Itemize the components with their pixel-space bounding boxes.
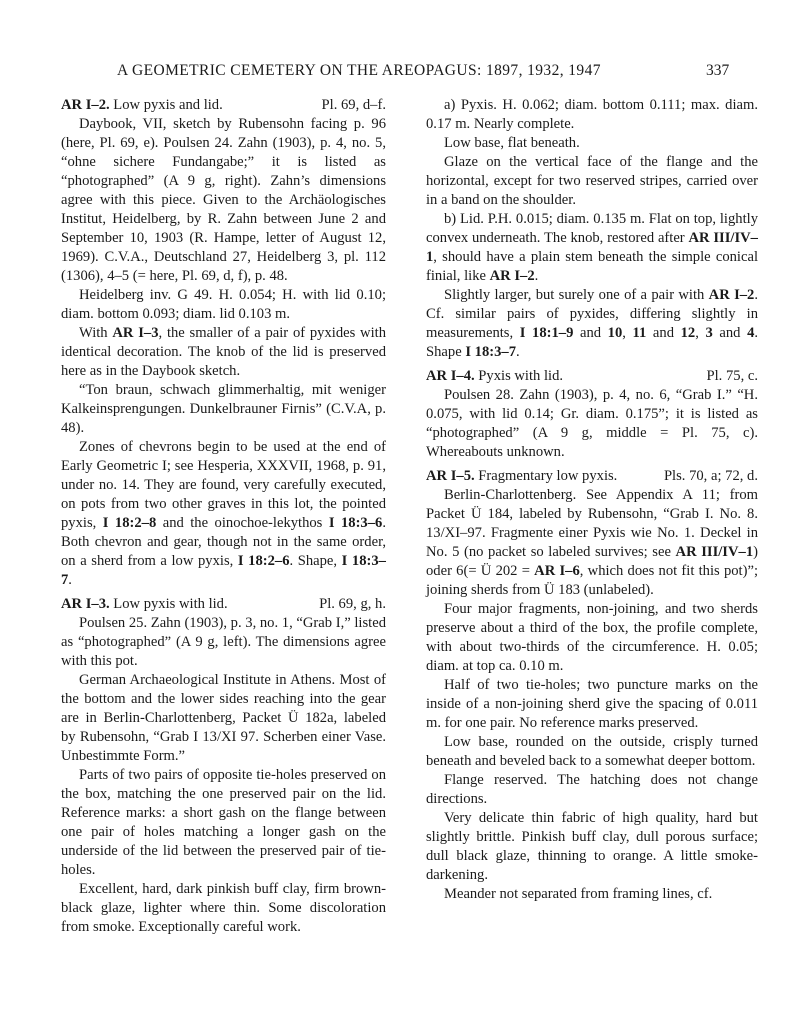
cross-reference: AR I–3 [112, 325, 159, 341]
paragraph: Very delicate thin fabric of high quality, hard but slightly brittle. Pinkish buff clay, dull porous surface; dull black glaze, thinning to orange. A little smoke-darkening. [426, 810, 758, 883]
paragraph [426, 210, 758, 286]
catalog-id: AR I–3. [61, 596, 110, 612]
paragraph [426, 286, 758, 362]
paragraph: Poulsen 25. Zahn (1903), p. 3, no. 1, “Grab I,” listed as “photographed” (A 9 g, left). The dimensions agree with this pot. [61, 615, 386, 669]
cross-reference: 12 [680, 325, 696, 341]
cross-reference: 11 [632, 325, 647, 341]
entry-title: Low pyxis and lid. [109, 97, 223, 113]
cross-reference: AR I–6 [534, 563, 580, 579]
text-run: . [534, 268, 539, 284]
paragraph [426, 486, 758, 600]
right-column [426, 96, 758, 904]
paragraph: Parts of two pairs of opposite tie-holes preserved on the box, matching the one preserved pair on the lid. Reference marks: a short gash on the flange between one pair of holes matching a longer gash on the underside of the lid between the preserved pair of tie-holes. [61, 767, 386, 878]
text-run: , [695, 325, 706, 341]
paragraph: Half of two tie-holes; two puncture marks on the inside of a non-joining sherd give the spacing of 0.011 m. for one pair. No reference marks preserved. [426, 677, 758, 731]
paragraph: Flange reserved. The hatching does not change directions. [426, 772, 758, 807]
cross-reference: I 18:3–7 [465, 344, 517, 360]
cross-reference: 3 [705, 325, 713, 341]
paragraph: Meander not separated from framing lines, cf. [444, 886, 713, 902]
cross-reference: I 18:3–7 [61, 553, 386, 588]
text-run: With [79, 325, 113, 341]
paragraph: Poulsen 28. Zahn (1903), p. 4, no. 6, “Grab I.” “H. 0.075, with lid 0.14; Gr. diam. 0.175”; it is listed as “photographed” (A 9 g, middle = Pl. 75, c). Whereabouts unknown. [426, 387, 758, 460]
text-run: and [712, 325, 748, 341]
text-run: . Shape [426, 325, 759, 360]
text-run: . [516, 344, 520, 360]
entry-heading-ar-i-2 [61, 96, 386, 115]
cross-reference: I 18:3–6 [328, 515, 383, 531]
paragraph: Heidelberg inv. G 49. H. 0.054; H. with lid 0.10; diam. bottom 0.093; diam. lid 0.103 m. [61, 287, 386, 322]
paragraph: “Ton braun, schwach glimmerhaltig, mit weniger Kalkeinsprengungen. Dunkelbrauner Firnis” (C.V.A, p. 48). [61, 382, 386, 436]
plate-reference: Pl. 69, d–f. [321, 97, 386, 113]
running-header [0, 62, 792, 84]
paragraph: Low base, flat beneath. [444, 135, 580, 151]
text-run: . Cf. similar pairs of pyxides, differing slightly in measurements, [426, 287, 759, 341]
catalog-id: AR I–2. [61, 97, 110, 113]
cross-reference: AR I–2 [489, 268, 535, 284]
text-run: b) Lid. P.H. 0.015; diam. 0.135 m. Flat on top, lightly convex underneath. The knob, restored after [426, 211, 758, 246]
paragraph: Glaze on the vertical face of the flange and the horizontal, except for two reserved stripes, carried over in a band on the shoulder. [426, 154, 758, 208]
cross-reference: I 18:2–6 [237, 553, 290, 569]
entry-heading-ar-i-5 [426, 467, 758, 486]
text-run: Zones of chevrons begin to be used at the end of Early Geometric I; see Hesperia, XXXVII, 1968, p. 91, under no. 14. They are found, very carefully executed, on pots from two other graves in this lot, the pointed pyxis, [61, 439, 386, 531]
running-title: A GEOMETRIC CEMETERY ON THE AREOPAGUS: 1897, 1932, 1947 [117, 62, 601, 79]
text-run: Berlin-Charlottenberg. See Appendix A 11; from Packet Ü 184, labeled by Rubensohn, “Grab I. No. 8. 13/XI–97. Fragmente einer Pyxis wie No. 1. Deckel in No. 5 (no packet so labeled survives; see [426, 487, 758, 560]
entry-title: Low pyxis with lid. [109, 596, 228, 612]
text-run: ) oder 6(= Ü 202 = [426, 544, 758, 579]
cross-reference: I 18:2–8 [102, 515, 157, 531]
text-run: . [68, 572, 72, 588]
catalog-id: AR I–4. [426, 368, 475, 384]
paragraph: a) Pyxis. H. 0.062; diam. bottom 0.111; max. diam. 0.17 m. Nearly complete. [426, 97, 758, 132]
paragraph: Excellent, hard, dark pinkish buff clay, firm brown-black glaze, lighter where thin. Some discoloration from smoke. Exceptionally careful work. [61, 881, 386, 935]
paragraph: Low base, rounded on the outside, crisply turned beneath and beveled back to a somewhat deeper bottom. [426, 734, 758, 769]
text-run: , which does not fit this pot)”; joining sherds from Ü 183 (unlabeled). [426, 563, 758, 598]
paragraph: Four major fragments, non-joining, and two sherds preserve about a third of the box, the profile complete, with about two-thirds of the circumference. H. 0.05; diam. at top ca. 0.10 m. [426, 601, 758, 674]
text-run: and the oinochoe-lekythos [156, 515, 329, 531]
left-column [61, 96, 386, 937]
cross-reference: AR III/IV–1 [426, 230, 758, 265]
cross-reference: 10 [607, 325, 623, 341]
cross-reference: 4 [747, 325, 755, 341]
entry-heading-ar-i-4 [426, 367, 758, 386]
entry-heading-ar-i-3 [61, 595, 386, 614]
text-run: . Shape, [289, 553, 342, 569]
paragraph: Daybook, VII, sketch by Rubensohn facing p. 96 (here, Pl. 69, e). Poulsen 24. Zahn (1903), p. 4, no. 5, “ohne sichere Fundangabe;” it is listed as “photographed” (A 9 g, right). Zahn’s dimensions agree with this piece. Given to the Archäologisches Institut, Heidelberg, by R. Zahn between June 2 and September 10, 1903 (R. Hampe, letter of August 12, 1969). C.V.A., Deutschland 27, Heidelberg 3, pl. 112 (1306), 4–5 (= here, Pl. 69, d, f), p. 48. [61, 116, 386, 284]
text-run: , [622, 325, 633, 341]
plate-reference: Pl. 75, c. [706, 368, 758, 384]
plate-reference: Pl. 69, g, h. [319, 596, 386, 612]
text-run: , should have a plain stem beneath the simple conical finial, like [426, 249, 758, 284]
page-number: 337 [706, 62, 730, 79]
catalog-id: AR I–5. [426, 468, 475, 484]
text-run: and [573, 325, 608, 341]
entry-title: Pyxis with lid. [474, 368, 564, 384]
cross-reference: AR III/IV–1 [675, 544, 754, 560]
text-run: , the smaller of a pair of pyxides with identical decoration. The knob of the lid is preserved here as in the Daybook sketch. [61, 325, 386, 379]
paragraph: German Archaeological Institute in Athens. Most of the bottom and the lower sides reaching into the gear are in Berlin-Charlottenberg, Packet Ü 182a, labeled by Rubensohn, “Grab I 13/XI 97. Scherben einer Vase. Unbestimmte Form.” [61, 672, 386, 764]
text-run: Slightly larger, but surely one of a pair with [444, 287, 709, 303]
cross-reference: AR I–2 [708, 287, 755, 303]
paragraph [61, 438, 386, 590]
cross-reference: I 18:1–9 [519, 325, 574, 341]
paragraph [61, 324, 386, 381]
plate-reference: Pls. 70, a; 72, d. [663, 468, 758, 484]
entry-title: Fragmentary low pyxis. [474, 468, 618, 484]
text-run: . Both chevron and gear, though not in the same order, on a sherd from a low pyxis, [61, 515, 386, 569]
text-run: and [646, 325, 681, 341]
